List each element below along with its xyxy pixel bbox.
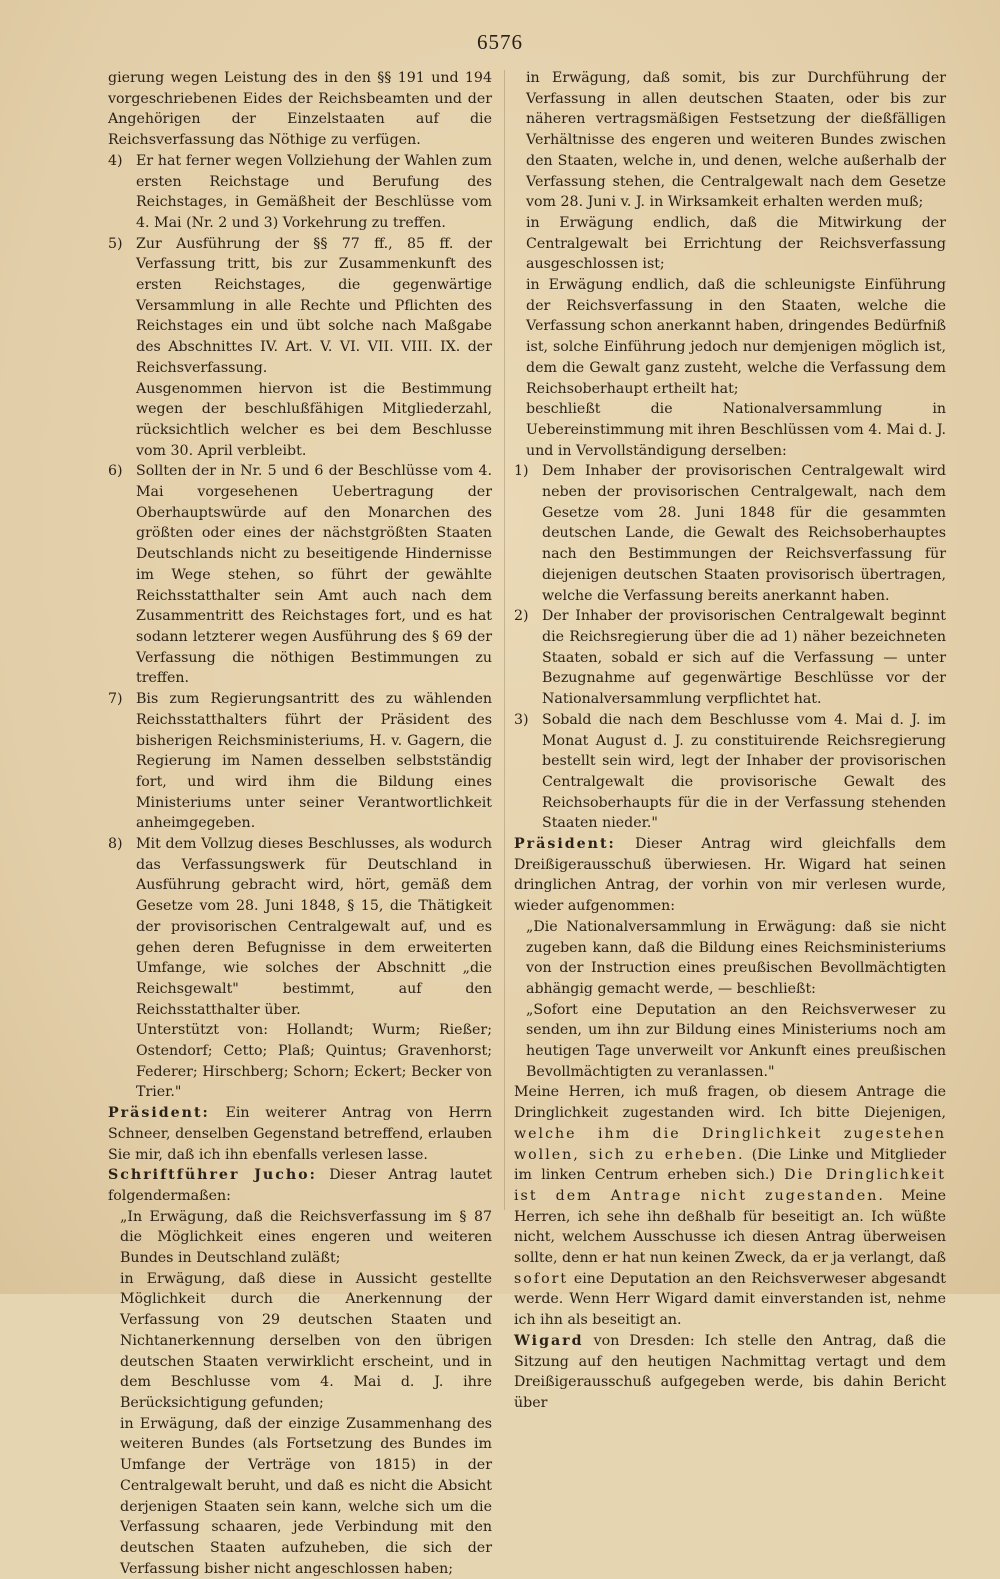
speech-president <box>514 834 946 917</box>
list-item-7 <box>108 689 492 834</box>
item-number: 4) <box>108 152 123 169</box>
speech-text: Meine Herren, ich muß fragen, ob diesem Antrage die Dringlichkeit zugestanden wird. Ich bitte Diejenigen, <box>514 1084 946 1122</box>
left-column <box>108 68 492 1579</box>
paragraph: gierung wegen Leistung des in den §§ 191 und 194 vorgeschriebenen Eides der Reichsbeamten und der Angehörigen der Einzelstaaten auf die Reichsverfassung das Nöthige zu verfügen. <box>108 70 492 149</box>
motion-quote: „Die Nationalversammlung in Erwägung: daß sie nicht zugeben kann, daß die Bildung eines Reichsministeriums von der Instruction eines preußischen Bevollmächtigten abhängig gemacht werde, — beschließt: <box>526 918 946 997</box>
item-text: Er hat ferner wegen Vollziehung der Wahlen zum ersten Reichstage und Berufung des Reichstages, in Gemäßheit der Beschlüsse vom 4. Mai (Nr. 2 und 3) Vorkehrung zu treffen. <box>136 152 492 231</box>
item-text: Zur Ausführung der §§ 77 ff., 85 ff. der Verfassung tritt, bis zur Zusammenkunft des ersten Reichstages, die gegenwärtige Versammlung in alle Rechte und Pflichten des Reichstages ein und übt solche nach Maßgabe des Abschnittes IV. Art. V. VI. VII. VIII. IX. der Reichsverfassung. <box>136 235 492 376</box>
spaced-text: welche ihm die Dringlichkeit zugestehen wollen, sich zu erheben. <box>514 1125 946 1163</box>
item-number: 1) <box>514 463 529 480</box>
speech-text: von Dresden: Ich stelle den Antrag, daß die Sitzung auf den heutigen Nachmittag vertagt und dem Dreißigerausschuß aufgegeben werde, bis dahin Bericht über <box>514 1332 947 1411</box>
speech-president <box>108 1103 492 1165</box>
item-number: 8) <box>108 836 123 853</box>
item-number: 3) <box>514 711 529 728</box>
item-text: Sollten der in Nr. 5 und 6 der Beschlüsse vom 4. Mai vorgesehenen Uebertragung der Oberhauptswürde auf den Monarchen des größten oder eines der nächstgrößten Staaten Deutschlands nicht zu beseitigende Hindernisse im Wege stehen, so führt der gewählte Reichsstatthalter sein Amt auch nach dem Zusammentritt des Reichstages fort, und es hat sodann letzterer wegen Ausführung des § 69 der Verfassung die nöthigen Bestimmungen zu treffen. <box>136 463 492 687</box>
speaker-name: Schriftführer Jucho: <box>108 1167 317 1184</box>
supporters-list: Unterstützt von: Hollandt; Wurm; Rießer; Ostendorf; Cetto; Plaß; Quintus; Gravenhorst; Federer; Hirschberg; Schorn; Eckert; Becker von Trier." <box>136 1022 492 1101</box>
spaced-text: Die Dringlichkeit ist dem Antrage nicht zugestanden. <box>514 1167 947 1204</box>
speaker-name: Präsident: <box>108 1105 210 1122</box>
page-number: 6576 <box>477 30 523 54</box>
speech-text: Ein weiterer Antrag von Herrn Schneer, denselben Gegenstand betreffend, erlauben Sie mir, daß ich ihn ebenfalls verlesen lasse. <box>108 1105 492 1163</box>
right-column <box>514 68 946 1414</box>
motion-clause: in Erwägung, daß somit, bis zur Durchführung der Verfassung in allen deutschen Staaten, oder bis zur näheren vertragsmäßigen Festsetzung der dießfälligen Verhältnisse des engeren und weiteren Bundes zwischen den Staaten, welche in, und denen, welche außerhalb der Verfassung stehen, die Centralgewalt nach dem Gesetze vom 28. Juni v. J. in Wirksamkeit erhalten werden muß; <box>526 70 946 211</box>
motion-clause: in Erwägung, daß der einzige Zusammenhang des weiteren Bundes (als Fortsetzung des Bundes im Umfange der Verträge von 1815) in der Centralgewalt beruht, und daß es nicht die Absicht derjenigen Staaten sein kann, welche sich um die Verfassung schaaren, jede Verbindung mit den deutschen Staaten aufzuheben, die sich der Verfassung bisher nicht angeschlossen haben; <box>120 1415 492 1577</box>
speech-text: Dieser Antrag lautet folgendermaßen: <box>108 1167 492 1204</box>
motion-clause: in Erwägung endlich, daß die Mitwirkung der Centralgewalt bei Errichtung der Reichsverfassung ausgeschlossen ist; <box>526 214 946 273</box>
item-text: Der Inhaber der provisorischen Centralgewalt beginnt die Reichsregierung über die ad 1) näher bezeichneten Staaten, sobald er sich auf die Verfassung — unter Bezugnahme auf gegenwärtige Beschlüsse vor der Nationalversammlung verpflichtet hat. <box>542 608 946 708</box>
resolution-item-2 <box>514 606 946 710</box>
item-number: 2) <box>514 608 529 625</box>
list-item-6 <box>108 461 492 689</box>
speaker-name: Präsident: <box>514 836 616 853</box>
speech-secretary <box>108 1165 492 1206</box>
item-continuation: Ausgenommen hiervon ist die Bestimmung wegen der beschlußfähigen Mitgliederzahl, rücksichtlich welcher es bei dem Beschlusse vom 30. April verbleibt. <box>136 380 492 459</box>
item-text: Bis zum Regierungsantritt des zu wählenden Reichsstatthalters führt der Präsident des bisherigen Reichsministeriums, H. v. Gagern, die Regierung im Namen desselben selbstständig fort, und wird ihm die Bildung eines Ministeriums unter seiner Verantwortlichkeit anheimgegeben. <box>136 691 492 832</box>
list-item-5 <box>108 234 492 379</box>
motion-clause: in Erwägung endlich, daß die schleunigste Einführung der Reichsverfassung in den Staaten, welche die Verfassung schon anerkannt haben, dringendes Bedürfniß ist, solche Einführung jedoch nur demjenigen möglich ist, dem die Gewalt ganz zusteht, welche die Verfassung dem Reichsoberhaupt ertheilt hat; <box>526 277 947 397</box>
item-text: Dem Inhaber der provisorischen Centralgewalt wird neben der provisorischen Centralgewalt, nach dem Gesetze vom 28. Juni 1848 für die gesammten deutschen Lande, die Gewalt des Reichsoberhauptes nach den Bestimmungen der Reichsverfassung für diejenigen deutschen Staaten provisorisch übertragen, welche die Verfassung bereits anerkannt haben. <box>542 463 946 604</box>
item-number: 7) <box>108 691 123 708</box>
list-item-8 <box>108 834 492 1020</box>
spaced-text: sofort <box>514 1270 569 1287</box>
item-text: Sobald die nach dem Beschlusse vom 4. Mai d. J. im Monat August d. J. zu constituirende Reichsregierung bestellt sein wird, legt der Inhaber der provisorischen Centralgewalt die provisorische Gewalt des Reichsoberhaupts für die in der Verfassung stehenden Staaten nieder." <box>542 711 946 832</box>
item-number: 6) <box>108 463 123 480</box>
resolution-intro: beschließt die Nationalversammlung in Uebereinstimmung mit ihren Beschlüssen vom 4. Mai d. J. und in Vervollständigung derselben: <box>526 401 946 459</box>
item-number: 5) <box>108 235 123 252</box>
motion-clause: „In Erwägung, daß die Reichsverfassung im § 87 die Möglichkeit eines engeren und weiteren Bundes in Deutschland zuläßt; <box>120 1208 492 1267</box>
speech-text: Dieser Antrag wird gleichfalls dem Dreißigerausschuß überwiesen. Hr. Wigard hat seinen dringlichen Antrag, der vorhin von mir verlesen wurde, wieder aufgenommen: <box>514 836 946 915</box>
resolution-item-1 <box>514 461 946 606</box>
speech-text: eine Deputation an den Reichsverweser abgesandt werde. Wenn Herr Wigard damit einverstanden ist, nehme ich ihn als beseitigt an. <box>514 1270 946 1329</box>
item-text: Mit dem Vollzug dieses Beschlusses, als wodurch das Verfassungswerk für Deutschland in Ausführung gebracht wird, hört, gemäß dem Gesetze vom 28. Juni 1848, § 15, die Thätigkeit der provisorischen Centralgewalt auf, und es gehen deren Befugnisse in dem erweiterten Umfange, wie solches der Abschnitt „die Reichsgewalt" bestimmt, auf den Reichsstatthalter über. <box>136 836 492 1018</box>
speech-wigard <box>514 1331 946 1414</box>
speaker-name: Wigard <box>514 1332 584 1349</box>
motion-clause: in Erwägung, daß diese in Aussicht gestellte Möglichkeit durch die Anerkennung der Verfassung von 29 deutschen Staaten und Nichtanerkennung derselben von den übrigen deutschen Staaten verwirklicht erscheint, und in dem Beschlusse vom 4. Mai d. J. ihre Berücksichtigung gefunden; <box>120 1270 492 1411</box>
list-item-4 <box>108 151 492 234</box>
column-divider <box>504 70 505 1210</box>
motion-quote: „Sofort eine Deputation an den Reichsverweser zu senden, um ihn zur Bildung eines Ministeriums noch am heutigen Tage unverweilt vor Ankunft eines preußischen Bevollmächtigten zu veranlassen." <box>526 1001 946 1080</box>
speech-text: (Die Linke und Mitglieder im linken Centrum erheben sich.) <box>514 1146 946 1184</box>
resolution-item-3 <box>514 710 946 834</box>
speech-text: Meine Herren, ich sehe ihn deßhalb für beseitigt an. Ich wüßte nicht, welchem Ausschusse ich diesen Antrag überweisen sollte, denn er hat nun keinen Zweck, da er ja verlangt, daß <box>514 1187 947 1267</box>
